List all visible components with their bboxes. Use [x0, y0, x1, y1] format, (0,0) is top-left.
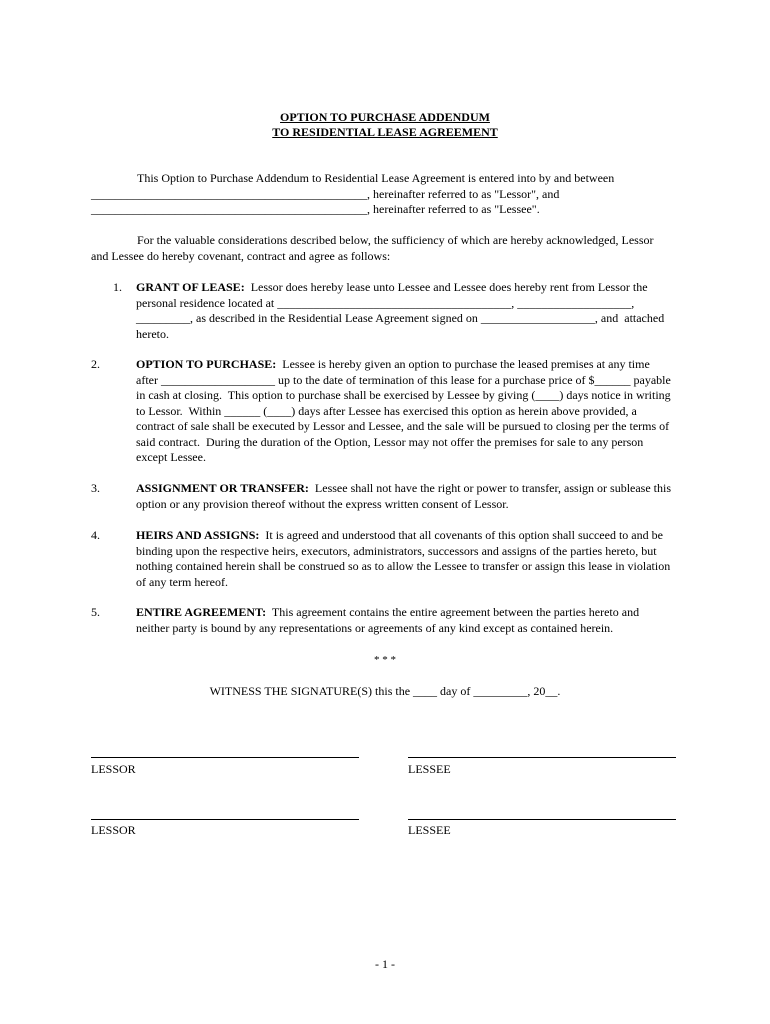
- clause-text-line: in cash at closing. This option to purchase shall be exercised by Lessee by giving (____) days notice in writing: [136, 388, 671, 402]
- lessee-signature-line-1[interactable]: [408, 757, 676, 758]
- clause-heading: OPTION TO PURCHASE:: [136, 357, 277, 371]
- clause-number: 3.: [91, 481, 100, 495]
- clause-text-line: said contract. During the duration of the Option, Lessor may not offer the premises for sale to any person: [136, 434, 644, 449]
- clause-text-line: of any term hereof.: [136, 574, 228, 589]
- clause-text-line: to Lessor. Within ______ (____) days after Lessee has exercised this option as herein above provided, a: [136, 403, 637, 418]
- clause-text-line: option or any provision thereof without the express written consent of Lessor.: [136, 496, 509, 511]
- clause-text-line: _________, as described in the Residential Lease Agreement signed on ___________________, and attached: [136, 311, 665, 325]
- intro-line-3: ______________________________________________, hereinafter referred to as "Lessee".: [91, 202, 540, 216]
- clause-text-line: nothing contained herein shall be construed so as to allow the Lessee to transfer or assign this lease in violation: [136, 559, 671, 573]
- clause-text-line: neither party is bound by any representations or agreements of any kind except as contained herein.: [136, 620, 614, 635]
- clause-text-line: hereto.: [136, 326, 169, 341]
- section-separator: * * *: [374, 654, 396, 666]
- clause-text: This agreement contains the entire agreement between the parties hereto and: [266, 605, 640, 619]
- witness-statement: WITNESS THE SIGNATURE(S) this the ____ day of _________, 20__.: [209, 684, 561, 698]
- clause-text: It is agreed and understood that all covenants of this option shall succeed to and be: [259, 528, 663, 542]
- clause-text-line: contract of sale shall be executed by Lessor and Lessee, and the sale will be pursued to closing per the terms of: [136, 419, 670, 433]
- clause-text-line: binding upon the respective heirs, executors, administrators, successors and assigns of the parties hereto, but: [136, 543, 657, 558]
- intro-line-2: ______________________________________________, hereinafter referred to as "Lessor", and: [91, 186, 560, 201]
- clause-text-line: after ___________________ up to the date of termination of this lease for a purchase price of $______ payable: [136, 372, 671, 387]
- consideration-line-2: and Lessee do hereby covenant, contract and agree as follows:: [91, 248, 391, 263]
- clause-heading: HEIRS AND ASSIGNS:: [136, 528, 260, 542]
- consideration-paragraph: [91, 233, 681, 264]
- clause-number: 1.: [113, 280, 122, 294]
- clause-text-line: except Lessee.: [136, 450, 206, 464]
- clause-text: Lessor does hereby lease unto Lessee and Lessee does hereby rent from Lessor the: [244, 280, 648, 294]
- clause-number: 5.: [91, 605, 100, 619]
- clause-number: 4.: [91, 528, 100, 542]
- clause-heading: ENTIRE AGREEMENT:: [136, 605, 267, 619]
- clause-heading: ASSIGNMENT OR TRANSFER:: [136, 481, 309, 495]
- clause-text: Lessee is hereby given an option to purchase the leased premises at any time: [276, 357, 650, 371]
- intro-line-1: This Option to Purchase Addendum to Residential Lease Agreement is entered into by and between: [137, 171, 615, 185]
- clause-heading: GRANT OF LEASE:: [136, 280, 245, 294]
- clause-text-line: personal residence located at _______________________________________, ___________________,: [136, 295, 635, 310]
- clause-number: 2.: [91, 357, 100, 371]
- intro-paragraph: [91, 171, 681, 218]
- lessee-signature-line-2[interactable]: [408, 819, 676, 820]
- lessee-label-1: LESSEE: [408, 762, 451, 776]
- document-title-line-1: OPTION TO PURCHASE ADDENDUM: [280, 110, 490, 124]
- lessor-label-2: LESSOR: [91, 823, 136, 837]
- document-title-line-2: TO RESIDENTIAL LEASE AGREEMENT: [272, 125, 498, 139]
- lessor-signature-line-2[interactable]: [91, 819, 359, 820]
- consideration-line-1: For the valuable considerations described below, the sufficiency of which are hereby acknowledged, Lessor: [137, 233, 654, 247]
- lessor-signature-line-1[interactable]: [91, 757, 359, 758]
- lessee-label-2: LESSEE: [408, 823, 451, 837]
- clause-text: Lessee shall not have the right or power to transfer, assign or sublease this: [308, 481, 672, 495]
- lessor-label-1: LESSOR: [91, 762, 136, 776]
- page-number: - 1 -: [375, 957, 395, 971]
